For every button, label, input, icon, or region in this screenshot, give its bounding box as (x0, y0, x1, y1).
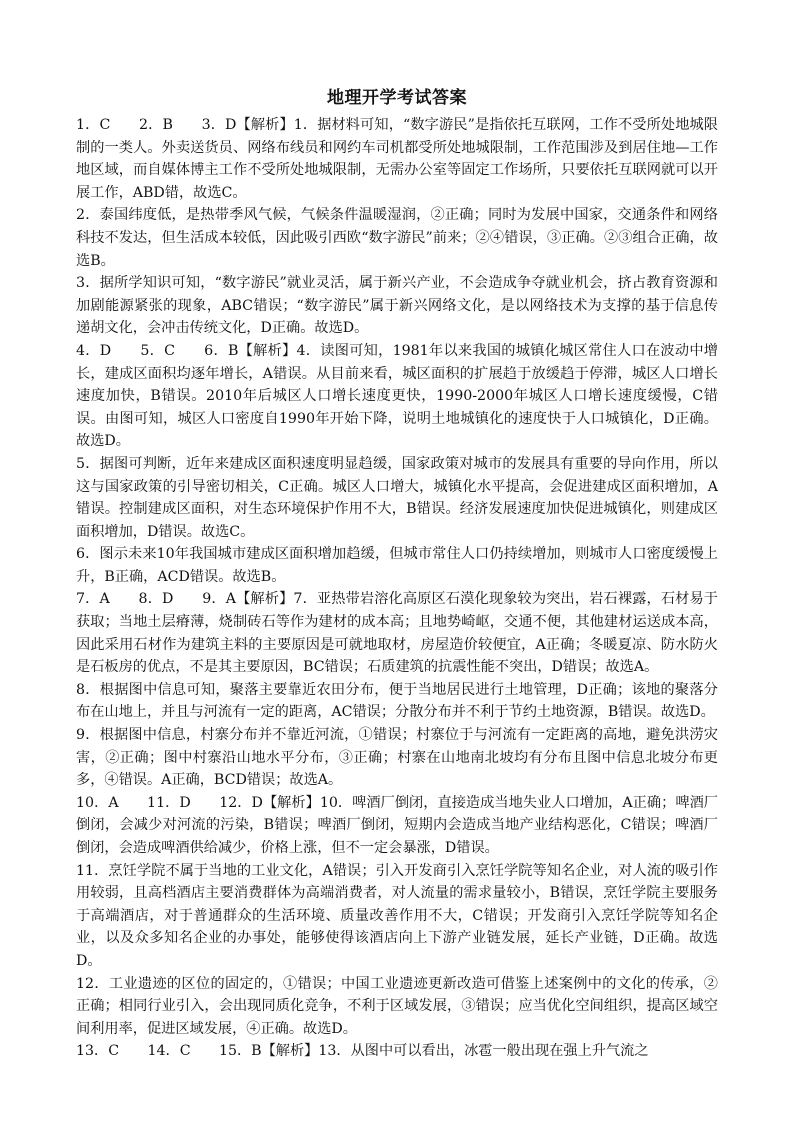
page-title: 地理开学考试答案 (327, 88, 467, 108)
answer-paragraph-7: 7．A 8．D 9．A【解析】7．亚热带岩溶化高原区石漠化现象较为突出，岩石裸露，石材易于获取；当地土层瘠薄，烧制砖石等作为建材的成本高；且地势崎岖，交通不便，其他建材运送成本高，因此采用石材作为建筑主料的主要原因是可就地取材，房屋造价较便宜，A正确；冬暖夏凉、防水防火是石板房的优点，不是其主要原因，BC错误；石质建筑的抗震性能不突出，D错误；故选A。 (76, 591, 718, 676)
answer-paragraph-1: 1．C 2．B 3．D【解析】1．据材料可知，“数字游民”是指依托互联网，工作不受所处地城限制的一类人。外卖送货员、网络布线员和网约车司机都受所处地城限制，工作范围涉及到居住地—工作地区域，而自媒体博主工作不受所处地城限制，无需办公室等固定工作场所，只要依托互联网就可以开展工作，ABD错，故选C。 (76, 117, 718, 201)
answer-paragraph-12: 12．工业遗迹的区位的固定的，①错误；中国工业遗迹更新改造可借鉴上述案例中的文化的传承，②正确；相同行业引入，会出现同质化竞争，不利于区域发展，③错误；应当优化空间组织，提高区域空间利用率，促进区域发展，④正确。故选D。 (76, 975, 718, 1037)
answer-paragraph-10: 10．A 11．D 12．D【解析】10．啤酒厂倒闭，直接造成当地失业人口增加，A正确；啤酒厂倒闭，会减少对河流的污染，B错误；啤酒厂倒闭，短期内会造成当地产业结构恶化，C错误；啤酒厂倒闭，会造成啤酒供给减少，价格上涨，但不一定会暴涨，D错误。 (76, 794, 718, 856)
answer-paragraph-5: 5．据图可判断，近年来建成区面积速度明显趋缓，国家政策对城市的发展具有重要的导向作用，所以这与国家政策的引导密切相关，C正确。城区人口增大，城镇化水平提高，会促进建成区面积增加，A错误。控制建成区面积，对生态环境保护作用不大，B错误。经济发展速度加快促进城镇化，则建成区面积增加，D错误。故选C。 (76, 455, 718, 540)
answer-paragraph-2: 2．泰国纬度低，是热带季风气候，气候条件温暖湿润，②正确；同时为发展中国家，交通条件和网络科技不发达，但生活成本较低，因此吸引西欧“数字游民”前来；②④错误，③正确。②③组合正确，故选B。 (76, 207, 718, 269)
answer-paragraph-8: 8．根据图中信息可知，聚落主要靠近农田分布，便于当地居民进行土地管理，D正确；该地的聚落分布在山地上，并且与河流有一定的距离，AC错误；分散分布并不利于节约土地资源，B错误。故选D。 (76, 681, 718, 721)
answer-paragraph-4: 4．D 5．C 6．B【解析】4．读图可知，1981年以来我国的城镇化城区常住人口在波动中增长，建成区面积均逐年增长，A错误。从目前来看，城区面积的扩展趋于放缓趋于停滞，城区人口增长速度加快，B错误。2010年后城区人口增长速度更快，1990-2000年城区人口增长速度缓慢，C错误。由图可知，城区人口密度自1990年开始下降，说明土地城镇化的速度快于人口城镇化，D正确。故选D。 (76, 342, 718, 450)
answer-paragraph-11: 11．烹饪学院不属于当地的工业文化，A错误；引入开发商引入烹饪学院等知名企业，对人流的吸引作用较弱，且高档酒店主要消费群体为高端消费者，对人流量的需求量较小，B错误，烹饪学院主要服务于高端酒店，对于普通群众的生活环境、质量改善作用不大，C错误；开发商引入烹饪学院等知名企业，以及众多知名企业的办事处，能够使得该酒店向上下游产业链发展，延长产业链，D正确。故选D。 (76, 862, 718, 969)
answer-paragraph-9: 9．根据图中信息，村寨分布并不靠近河流，①错误；村寨位于与河流有一定距离的高地，避免洪涝灾害，②正确；图中村寨沿山地水平分布，③正确；村寨在山地南北坡均有分布且图中信息北坡分布更多，④错误。A正确，BCD错误；故选A。 (76, 727, 718, 789)
answer-document (76, 86, 718, 1063)
answer-paragraph-13: 13．C 14．C 15．B【解析】13．从图中可以看出，冰雹一般出现在强上升气流之 (76, 1043, 649, 1060)
answer-paragraph-6: 6．图示未来10年我国城市建成区面积增加趋缓，但城市常住人口仍持续增加，则城市人口密度缓慢上升，B正确，ACD错误。故选B。 (76, 546, 718, 585)
answer-paragraph-3: 3．据所学知识可知，“数字游民”就业灵活，属于新兴产业，不会造成争夺就业机会，挤占教育资源和加剧能源紧张的现象，ABC错误；“数字游民”属于新兴网络文化，是以网络技术为支撑的基于信息传递胡文化，会冲击传统文化，D正确。故选D。 (76, 275, 718, 337)
